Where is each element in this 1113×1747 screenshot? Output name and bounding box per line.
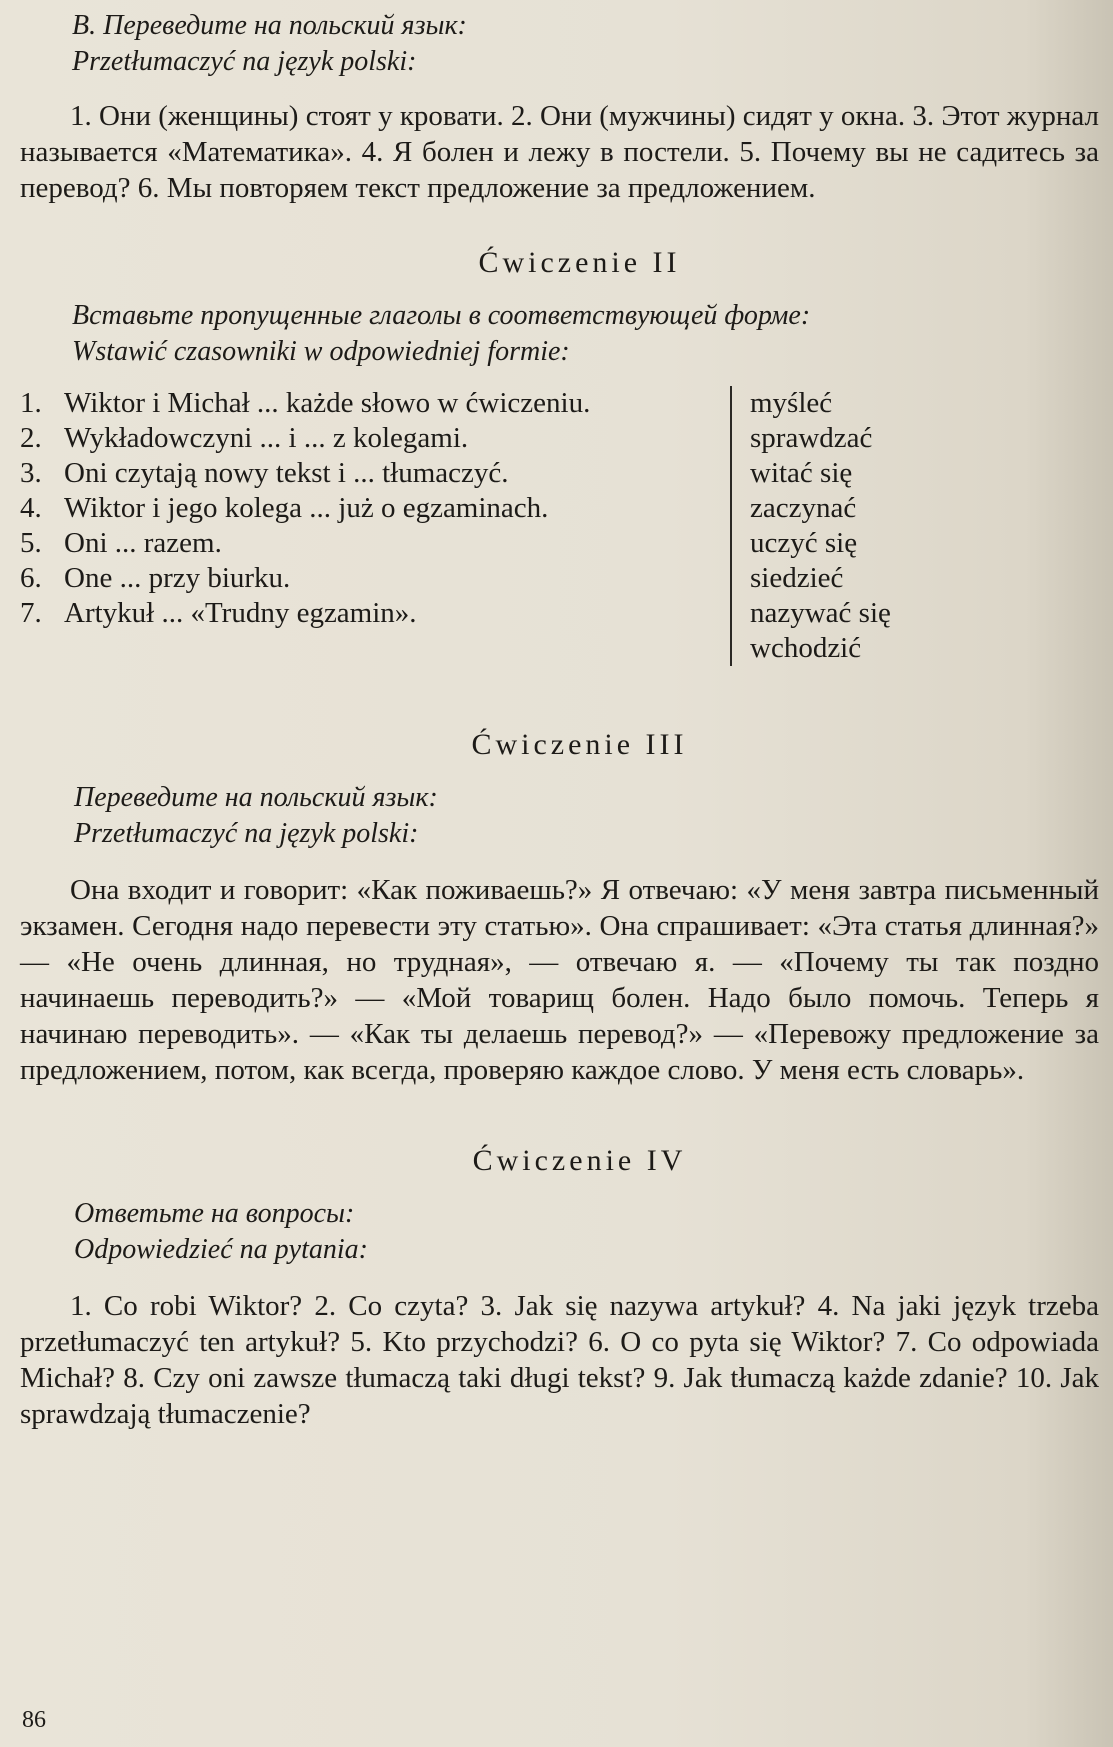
exercise-3-title: Ćwiczenie III <box>471 728 688 761</box>
list-item <box>20 526 718 561</box>
exercise-4 <box>20 1144 1099 1432</box>
verb-item: myśleć <box>750 387 833 419</box>
exercise-2 <box>20 246 1099 666</box>
exercise-4-text: 1. Co robi Wiktor? 2. Co czyta? 3. Jak się nazywa artykuł? 4. Na jaki język trzeba przetłumaczyć ten artykuł? 5. Kto przychodzi? 6. O co pyta się Wiktor? 7. Co odpowiada Michał? 8. Czy oni zawsze tłumaczą taki długi tekst? 9. Jak tłumaczą każde zdanie? 10. Jak sprawdzają tłumaczenie? <box>20 1290 1099 1430</box>
exercise-4-instruction-ru: Ответьте на вопросы: <box>74 1198 355 1229</box>
exercise-2-verb-list <box>732 386 891 666</box>
verb-item: nazywać się <box>750 597 891 629</box>
verb-item: wchodzić <box>750 632 862 664</box>
item-text: Wykładowczyni ... i ... z kolegami. <box>64 422 469 454</box>
item-text: Artykuł ... «Trudny egzamin». <box>64 597 417 629</box>
section-b-instruction-ru: B. Переведите на польский язык: <box>72 10 467 41</box>
exercise-2-instruction-pl: Wstawić czasowniki w odpowiedniej formie: <box>72 336 570 367</box>
section-b-text: 1. Они (женщины) стоят у кровати. 2. Они (мужчины) сидят у окна. 3. Этот журнал называется «Математика». 4. Я болен и лежу в постели. 5. Почему вы не садитесь за перевод? 6. Мы повторяем текст предложение за предложением. <box>20 100 1099 204</box>
verb-item: sprawdzać <box>750 422 873 454</box>
list-item <box>20 421 718 456</box>
page-number: 86 <box>22 1707 46 1733</box>
item-number: 7. <box>20 597 42 629</box>
exercise-3-instruction-pl: Przetłumaczyć na język polski: <box>74 818 419 849</box>
verb-item: siedzieć <box>750 562 844 594</box>
exercise-2-title: Ćwiczenie II <box>478 246 681 279</box>
item-number: 5. <box>20 527 42 559</box>
exercise-2-instruction-ru: Вставьте пропущенные глаголы в соответствующей форме: <box>72 300 811 331</box>
exercise-3-text: Она входит и говорит: «Как поживаешь?» Я отвечаю: «У меня завтра письменный экзамен. Сегодня надо перевести эту статью». Она спрашивает: «Эта статья длинная?» — «Не очень длинная, но трудная», — отвечаю я. — «Почему ты так поздно начинаешь переводить?» — «Мой товарищ болен. Надо было помочь. Теперь я начинаю переводить». — «Как ты делаешь перевод?» — «Перевожу предложение за предложением, потом, как всегда, проверяю каждое слово. У меня есть словарь». <box>20 874 1099 1086</box>
verb-item: uczyć się <box>750 527 858 559</box>
item-text: One ... przy biurku. <box>64 562 291 594</box>
exercise-4-instruction-pl: Odpowiedzieć na pytania: <box>74 1234 368 1265</box>
verb-item: witać się <box>750 457 853 489</box>
item-number: 4. <box>20 492 42 524</box>
exercise-4-title: Ćwiczenie IV <box>472 1144 687 1177</box>
item-text: Oni ... razem. <box>64 527 222 559</box>
item-text: Wiktor i jego kolega ... już o egzaminach. <box>64 492 549 524</box>
list-item <box>20 491 718 526</box>
item-number: 6. <box>20 562 42 594</box>
exercise-2-table <box>20 386 1099 666</box>
item-number: 3. <box>20 457 42 489</box>
exercise-3-instruction-ru: Переведите на польский язык: <box>74 782 438 813</box>
list-item <box>20 456 718 491</box>
list-item <box>20 561 718 596</box>
section-b-instruction-pl: Przetłumaczyć na język polski: <box>72 46 417 77</box>
item-number: 2. <box>20 422 42 454</box>
exercise-3 <box>20 728 1099 1088</box>
item-text: Wiktor i Michał ... każde słowo w ćwiczeniu. <box>64 387 591 419</box>
item-number: 1. <box>20 387 42 419</box>
section-b <box>20 8 1099 206</box>
list-item <box>20 386 718 421</box>
item-text: Oni czytają nowy tekst i ... tłumaczyć. <box>64 457 509 489</box>
list-item <box>20 596 718 631</box>
verb-item: zaczynać <box>750 492 857 524</box>
exercise-2-sentences <box>20 386 732 666</box>
